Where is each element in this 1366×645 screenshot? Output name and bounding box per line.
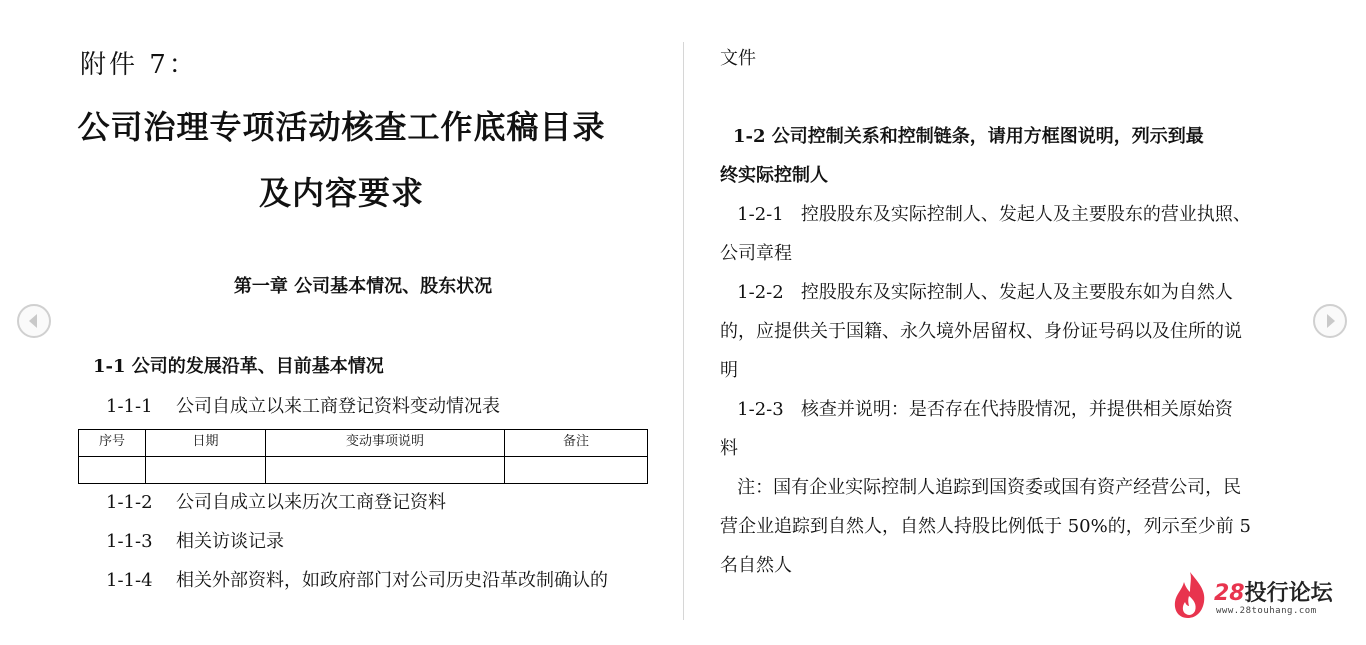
item-text: 相关访谈记录 <box>176 531 284 552</box>
paragraph-line: 1-2-2 控股股东及实际控制人、发起人及主要股东如为自然人 <box>720 282 1233 303</box>
table-header-cell: 备注 <box>505 430 648 457</box>
table-row <box>79 457 648 484</box>
continued-text: 文件 <box>720 48 756 69</box>
item-text: 相关外部资料，如政府部门对公司历史沿革改制确认的 <box>176 570 608 591</box>
paragraph-line: 明 <box>720 360 738 381</box>
list-item <box>106 488 446 514</box>
paragraph-line: 1-2-3 核查并说明：是否存在代持股情况，并提供相关原始资 <box>720 399 1233 420</box>
watermark <box>1170 570 1350 624</box>
attachment-label: 附件 7： <box>80 50 198 80</box>
list-item <box>106 392 500 418</box>
section-heading-1-1: 1-1 公司的发展沿革、目前基本情况 <box>93 356 384 377</box>
item-number: 1-1-1 <box>106 396 153 417</box>
section-heading-1-2-line2: 终实际控制人 <box>720 165 828 186</box>
table-cell <box>505 457 648 484</box>
watermark-url: www.28touhang.com <box>1216 606 1317 616</box>
watermark-name: 投行论坛 <box>1244 581 1333 606</box>
paragraph-line: 名自然人 <box>720 555 792 576</box>
document-title-line2: 及内容要求 <box>258 174 424 212</box>
item-text: 公司自成立以来工商登记资料变动情况表 <box>176 396 500 417</box>
table-cell <box>79 457 146 484</box>
list-item <box>106 527 284 553</box>
item-text: 公司自成立以来历次工商登记资料 <box>176 492 446 513</box>
prev-page-button[interactable] <box>17 304 51 338</box>
watermark-number: 28 <box>1214 581 1245 606</box>
chevron-left-icon <box>19 306 49 336</box>
paragraph-line: 1-2-1 控股股东及实际控制人、发起人及主要股东的营业执照、 <box>720 204 1251 225</box>
table-header-cell: 日期 <box>146 430 266 457</box>
table-cell <box>266 457 505 484</box>
paragraph-line: 料 <box>720 438 738 459</box>
item-number: 1-1-2 <box>106 492 153 513</box>
chapter-heading: 第一章 公司基本情况、股东状况 <box>233 276 493 297</box>
paragraph-line: 营企业追踪到自然人，自然人持股比例低于 50%的，列示至少前 5 <box>720 516 1251 537</box>
item-number: 1-1-3 <box>106 531 153 552</box>
table-header-cell: 序号 <box>79 430 146 457</box>
item-number: 1-1-4 <box>106 570 153 591</box>
table-header-cell: 变动事项说明 <box>266 430 505 457</box>
document-title-line1: 公司治理专项活动核查工作底稿目录 <box>77 108 606 146</box>
next-page-button[interactable] <box>1313 304 1347 338</box>
paragraph-line: 注：国有企业实际控制人追踪到国资委或国有资产经营公司，民 <box>720 477 1242 498</box>
list-item <box>106 566 608 592</box>
table-cell <box>146 457 266 484</box>
paragraph-line: 公司章程 <box>720 243 792 264</box>
paragraph-line: 的，应提供关于国籍、永久境外居留权、身份证号码以及住所的说 <box>720 321 1242 342</box>
flame-logo-icon <box>1170 570 1210 620</box>
watermark-title <box>1214 576 1333 607</box>
change-record-table <box>78 429 648 484</box>
chevron-right-icon <box>1315 306 1345 336</box>
section-heading-1-2-line1: 1-2 公司控制关系和控制链条，请用方框图说明，列示到最 <box>733 126 1204 147</box>
table-header-row <box>79 430 648 457</box>
